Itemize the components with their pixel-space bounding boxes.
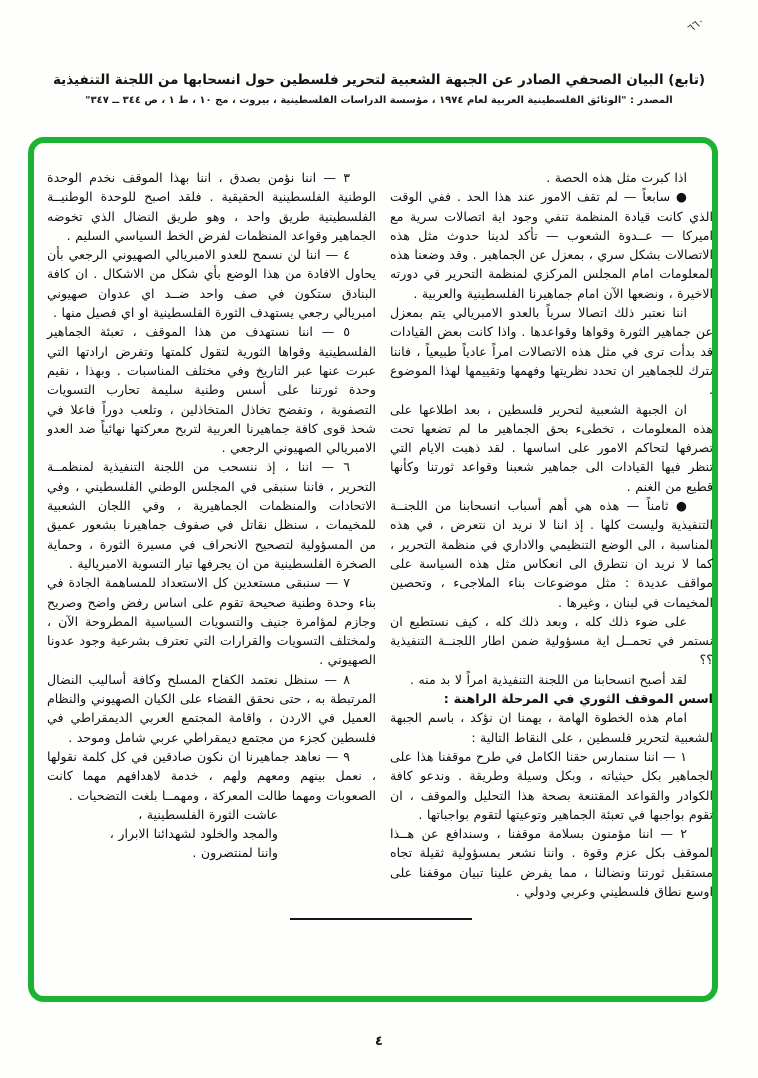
paragraph: ان الجبهة الشعبية لتحرير فلسطين ، بعد اطلاعها على هذه المعلومات ، تخطىء بحق الجماهير ما لم تضعها تحت تصرفها لتحاكم الامور على اساسها . لقد ذهبت الايام التي تنظر فيها القيادات الى جماهير شعبنا وقواعد ثورتنا وكأنها قطيع من الغنم . xyxy=(390,401,713,494)
document-title: (تابع) البيان الصحفي الصادر عن الجبهة الشعبية لتحرير فلسطين حول انسحابها من اللجنة التنفيذية xyxy=(52,72,706,88)
paragraph: اذا كبرت مثل هذه الحصة . xyxy=(546,170,687,185)
end-of-text-rule xyxy=(290,918,472,920)
section-heading: اسس الموقف الثوري في المرحلة الراهنة : xyxy=(443,691,713,707)
paragraph: لقد أصبح انسحابنا من اللجنة التنفيذية امراً لا بد منه . xyxy=(409,671,687,687)
document-header xyxy=(24,72,734,106)
closing-slogan: واننا لمنتصرون . xyxy=(192,845,278,861)
paragraph-point-3: ٣ — اننا نؤمن بصدق ، اننا بهذا الموقف نخدم الوحدة الوطنية الفلسطينية الحقيقية . فلقد اصبح للوحدة الوطنيــة الفلسطينية طريق واحد ، وهو طريق النضال الذي تخوضه الجماهير وقواعد المنظمات لفرض الخط السياسي السليم . xyxy=(47,170,376,243)
closing-slogan: عاشت الثورة الفلسطينية ، xyxy=(138,806,278,822)
paragraph-bullet-eighth: ● ثامناً — هذه هي أهم أسباب انسحابنا من اللجنــة التنفيذية وليست كلها . إذ اننا لا نريد ان نتعرض ، في هذه المناسبة ، الى الوضع التنظيمي والاداري في منظمة التحرير ، كما لا نريد ان نتطرق الى انعكاس مثل هذه السياسة على مواقف عديدة : مثل موضوعات بناء الملاجىء ، وتحصين المخيمات في لبنان ، وغيرها . xyxy=(390,498,713,610)
paragraph-bullet-seventh: ● سابعاً — لم تقف الامور عند هذا الحد . ففي الوقت الذي كانت قيادة المنظمة تنفي وجود اية اتصالات سرية مع اميركا — عــدوة الشعوب — تأكد لدينا حدوث مثل هذه الاتصالات بشكل سري ، بمعزل عن الجماهير . وقد وضعنا هذه المعلومات امام المجلس المركزي لمنظمة التحرير في دورته الاخيرة ، ونضعها الآن امام جماهيرنا الفلسطينية والعربية . xyxy=(390,189,713,301)
paragraph: امام هذه الخطوة الهامة ، يهمنا ان نؤكد ، باسم الجبهة الشعبية لتحرير فلسطين ، على النقاط التالية : xyxy=(390,710,713,745)
paragraph: اننا نعتبر ذلك اتصالا سرياً بالعدو الامبريالي يتم بمعزل عن جماهير الثورة وقواها وقواعدها . واذا كانت بعض القيادات قد بدأت ترى في مثل هذه الاتصالات امراً عادياً طبيعياً ، فاننا نترك للجماهير ان تحدد نظريتها وفهمها وتقييمها لهذا الموضوع . xyxy=(390,305,713,398)
paragraph-point-9: ٩ — نعاهد جماهيرنا ان نكون صادقين في كل كلمة نقولها ، نعمل بينهم ومعهم ولهم ، خدمة لاهدافهم مهما كانت الصعوبات ومهما طالت المعركة ، ومهمــا بلغت التضحيات . xyxy=(47,748,376,803)
text-column-left xyxy=(47,168,376,863)
page-number: ٤ xyxy=(375,1034,383,1049)
paragraph-point-6: ٦ — اننا ، إذ ننسحب من اللجنة التنفيذية لمنظمــة التحرير ، فاننا سنبقى في المجلس الوطني الفلسطيني ، وفي الاتحادات والمنظمات الجماهيرية ، وفي اللجان الشعبية للمخيمات ، سنظل نقاتل في صفوف جماهيرنا بشعور عميق من المسؤولية لتصحيح الانحراف في مسيرة الثورة ، وحماية الصخرة الفلسطينية من ان يجرفها تيار التسوية الامبريالية . xyxy=(47,459,376,571)
text-column-right xyxy=(390,168,713,901)
paragraph-point-4: ٤ — اننا لن نسمح للعدو الامبريالي الصهيوني الرجعي بأن يحاول الافادة من هذا الوضع بأي شكل من الاشكال . ان كافة البنادق ستكون في صف واحد ضــد اي عدوان صهيوني امبريالي رجعي يستهدف الثورة الفلسطينية او اي فصيل منها . xyxy=(47,247,376,321)
paragraph-point-8: ٨ — سنظل نعتمد الكفاح المسلح وكافة أساليب النضال المرتبطة به ، حتى نحقق القضاء على الكيان الصهيوني والنظام العميل في الاردن ، واقامة المجتمع العربي الديمقراطي في فلسطين كجزء من مجتمع ديمقراطي عربي شامل وموحد . xyxy=(47,671,376,745)
paragraph-point-7: ٧ — سنبقى مستعدين كل الاستعداد للمساهمة الجادة في بناء وحدة وطنية صحيحة تقوم على اساس رفض واضح وصريح وجازم لمؤامرة جنيف والتسويات السياسية المطروحة الآن ، ولمختلف التسويات والقرارات التي تعترف بشرعية وجود عدونا الصهيوني . xyxy=(47,575,376,668)
paragraph-point-2: ٢ — اننا مؤمنون بسلامة موقفنا ، وسندافع عن هــذا الموقف بكل عزم وقوة . واننا نشعر بمسؤولية ثقيلة تجاه مستقبل ثورتنا ونضالنا ، مما يفرض علينا تبيان موقفنا على اوسع نطاق فلسطيني وعربي ودولي . xyxy=(390,826,713,899)
corner-archive-mark: ٦٦٠ xyxy=(684,14,707,35)
source-citation: المصدر : "الوثائق الفلسطينية العربية لعام ١٩٧٤ ، مؤسسة الدراسات الفلسطينية ، بيروت ، مج ١٠ ، ط ١ ، ص ٣٤٤ ــ ٣٤٧" xyxy=(85,95,673,106)
paragraph-point-1: ١ — اننا سنمارس حقنا الكامل في طرح موقفنا هذا على الجماهير بكل حيثياته ، وبكل وسيلة وطريقة . وندعو كافة الكوادر والقواعد المقتنعة بصحة هذا التحليل والموقف ، ان تقوم بواجبها في تعبئة الجماهير وتوعيتها لتقوم بواجباتها . xyxy=(390,748,713,822)
paragraph: على ضوء ذلك كله ، وبعد ذلك كله ، كيف نستطيع ان نستمر في تحمــل اية مسؤولية ضمن اطار اللجنــة التنفيذية ؟؟ xyxy=(390,613,713,668)
closing-slogan: والمجد والخلود لشهدائنا الابرار ، xyxy=(109,826,278,842)
paragraph-point-5: ٥ — اننا نستهدف من هذا الموقف ، تعبئة الجماهير الفلسطينية وقواها الثورية لتقول كلمتها وتفرض ارادتها التي عبرت عنها عبر التاريخ وفي مختلف المناسبات . وبهذا ، نقيم وحدة ثورتنا على أسس وطنية سليمة تحارب التسويات التصفوية ، وتفضح تخاذل المتخاذلين ، وتلعب دوراً فاعلا في شحذ قوى كافة جماهيرنا العربية لتربح معركتها نهائياً ضد العدو الامبريالي الصهيوني الرجعي . xyxy=(47,324,376,456)
